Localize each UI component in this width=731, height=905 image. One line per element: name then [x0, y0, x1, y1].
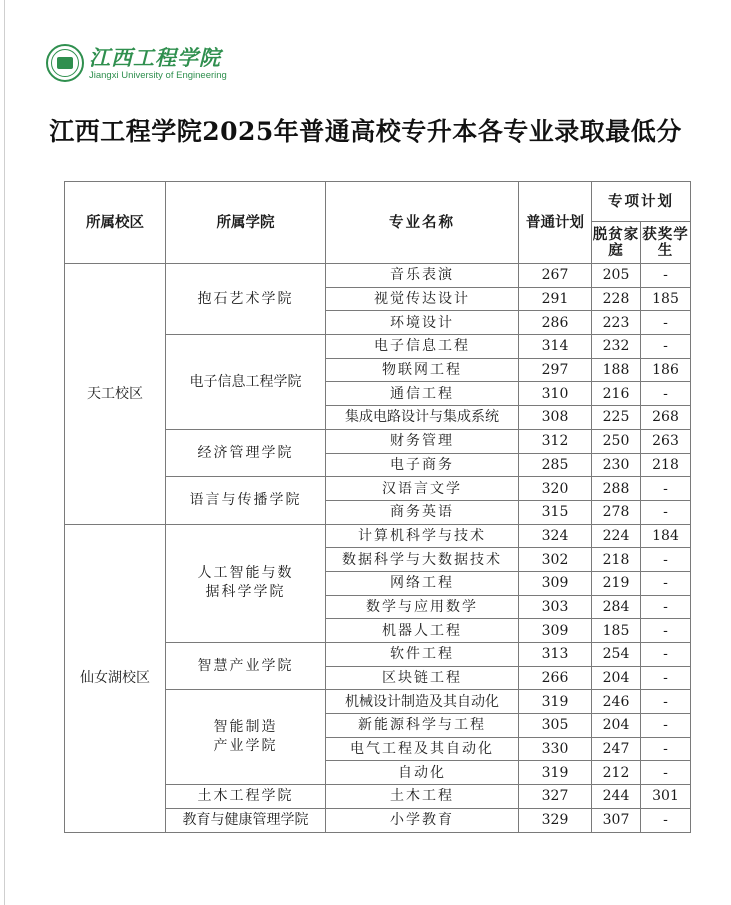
general-score-cell: 302: [519, 548, 592, 572]
award-score-cell: -: [641, 737, 691, 761]
major-cell: 电子商务: [326, 453, 519, 477]
poverty-score-cell: 228: [592, 287, 641, 311]
poverty-score-cell: 254: [592, 643, 641, 667]
award-score-cell: -: [641, 714, 691, 738]
general-score-cell: 303: [519, 595, 592, 619]
award-score-cell: -: [641, 335, 691, 359]
college-cell: 经济管理学院: [166, 429, 326, 476]
award-score-cell: -: [641, 548, 691, 572]
general-score-cell: 309: [519, 619, 592, 643]
college-cell: 抱石艺术学院: [166, 264, 326, 335]
major-cell: 物联网工程: [326, 358, 519, 382]
header-poverty-family: 脱贫家庭: [592, 222, 641, 264]
poverty-score-cell: 232: [592, 335, 641, 359]
award-score-cell: -: [641, 477, 691, 501]
general-score-cell: 330: [519, 737, 592, 761]
award-score-cell: 186: [641, 358, 691, 382]
major-cell: 网络工程: [326, 571, 519, 595]
general-score-cell: 315: [519, 500, 592, 524]
poverty-score-cell: 212: [592, 761, 641, 785]
poverty-score-cell: 288: [592, 477, 641, 501]
college-cell: 教育与健康管理学院: [166, 808, 326, 832]
poverty-score-cell: 278: [592, 500, 641, 524]
poverty-score-cell: 307: [592, 808, 641, 832]
general-score-cell: 267: [519, 264, 592, 288]
general-score-cell: 319: [519, 690, 592, 714]
general-score-cell: 286: [519, 311, 592, 335]
major-cell: 数学与应用数学: [326, 595, 519, 619]
university-logo: [46, 42, 227, 84]
general-score-cell: 309: [519, 571, 592, 595]
college-cell: 语言与传播学院: [166, 477, 326, 524]
table-row: [65, 264, 691, 288]
general-score-cell: 314: [519, 335, 592, 359]
general-score-cell: 285: [519, 453, 592, 477]
award-score-cell: -: [641, 808, 691, 832]
major-cell: 机械设计制造及其自动化: [326, 690, 519, 714]
general-score-cell: 305: [519, 714, 592, 738]
campus-cell: 仙女湖校区: [65, 524, 166, 832]
general-score-cell: 329: [519, 808, 592, 832]
general-score-cell: 291: [519, 287, 592, 311]
major-cell: 软件工程: [326, 643, 519, 667]
general-score-cell: 308: [519, 406, 592, 430]
college-cell: 电子信息工程学院: [166, 335, 326, 430]
major-cell: 数据科学与大数据技术: [326, 548, 519, 572]
award-score-cell: 185: [641, 287, 691, 311]
poverty-score-cell: 219: [592, 571, 641, 595]
major-cell: 区块链工程: [326, 666, 519, 690]
poverty-score-cell: 185: [592, 619, 641, 643]
table-row: [65, 524, 691, 548]
logo-name-en: Jiangxi University of Engineering: [89, 69, 227, 81]
award-score-cell: -: [641, 643, 691, 667]
poverty-score-cell: 244: [592, 785, 641, 809]
major-cell: 机器人工程: [326, 619, 519, 643]
award-score-cell: -: [641, 761, 691, 785]
college-cell: 人工智能与数据科学学院: [166, 524, 326, 642]
general-score-cell: 297: [519, 358, 592, 382]
general-score-cell: 312: [519, 429, 592, 453]
award-score-cell: 301: [641, 785, 691, 809]
major-cell: 财务管理: [326, 429, 519, 453]
major-cell: 新能源科学与工程: [326, 714, 519, 738]
poverty-score-cell: 284: [592, 595, 641, 619]
poverty-score-cell: 205: [592, 264, 641, 288]
general-score-cell: 313: [519, 643, 592, 667]
major-cell: 集成电路设计与集成系统: [326, 406, 519, 430]
general-score-cell: 266: [519, 666, 592, 690]
award-score-cell: 184: [641, 524, 691, 548]
general-score-cell: 310: [519, 382, 592, 406]
poverty-score-cell: 188: [592, 358, 641, 382]
poverty-score-cell: 204: [592, 714, 641, 738]
award-score-cell: -: [641, 311, 691, 335]
page-title: 江西工程学院2025年普通高校专升本各专业录取最低分: [49, 117, 682, 146]
award-score-cell: -: [641, 595, 691, 619]
general-score-cell: 324: [519, 524, 592, 548]
poverty-score-cell: 224: [592, 524, 641, 548]
college-cell: 智慧产业学院: [166, 643, 326, 690]
college-cell: 智能制造产业学院: [166, 690, 326, 785]
general-score-cell: 319: [519, 761, 592, 785]
header-general-plan: 普通计划: [519, 182, 592, 264]
major-cell: 通信工程: [326, 382, 519, 406]
header-college: 所属学院: [166, 182, 326, 264]
award-score-cell: 268: [641, 406, 691, 430]
poverty-score-cell: 246: [592, 690, 641, 714]
major-cell: 汉语言文学: [326, 477, 519, 501]
award-score-cell: -: [641, 500, 691, 524]
admission-score-table: [64, 181, 691, 833]
poverty-score-cell: 223: [592, 311, 641, 335]
award-score-cell: 218: [641, 453, 691, 477]
general-score-cell: 327: [519, 785, 592, 809]
campus-cell: 天工校区: [65, 264, 166, 525]
poverty-score-cell: 218: [592, 548, 641, 572]
major-cell: 环境设计: [326, 311, 519, 335]
major-cell: 小学教育: [326, 808, 519, 832]
award-score-cell: -: [641, 619, 691, 643]
header-special-plan: 专项计划: [592, 182, 691, 222]
award-score-cell: -: [641, 571, 691, 595]
award-score-cell: -: [641, 690, 691, 714]
major-cell: 音乐表演: [326, 264, 519, 288]
major-cell: 电气工程及其自动化: [326, 737, 519, 761]
award-score-cell: 263: [641, 429, 691, 453]
poverty-score-cell: 225: [592, 406, 641, 430]
award-score-cell: -: [641, 666, 691, 690]
poverty-score-cell: 204: [592, 666, 641, 690]
logo-name-cn: 江西工程学院: [89, 44, 221, 70]
general-score-cell: 320: [519, 477, 592, 501]
poverty-score-cell: 216: [592, 382, 641, 406]
award-score-cell: -: [641, 382, 691, 406]
major-cell: 商务英语: [326, 500, 519, 524]
major-cell: 电子信息工程: [326, 335, 519, 359]
major-cell: 计算机科学与技术: [326, 524, 519, 548]
header-award-student: 获奖学生: [641, 222, 691, 264]
major-cell: 自动化: [326, 761, 519, 785]
major-cell: 视觉传达设计: [326, 287, 519, 311]
university-seal-icon: [46, 44, 84, 82]
college-cell: 土木工程学院: [166, 785, 326, 809]
award-score-cell: -: [641, 264, 691, 288]
major-cell: 土木工程: [326, 785, 519, 809]
header-major: 专业名称: [326, 182, 519, 264]
poverty-score-cell: 247: [592, 737, 641, 761]
poverty-score-cell: 250: [592, 429, 641, 453]
header-campus: 所属校区: [65, 182, 166, 264]
poverty-score-cell: 230: [592, 453, 641, 477]
